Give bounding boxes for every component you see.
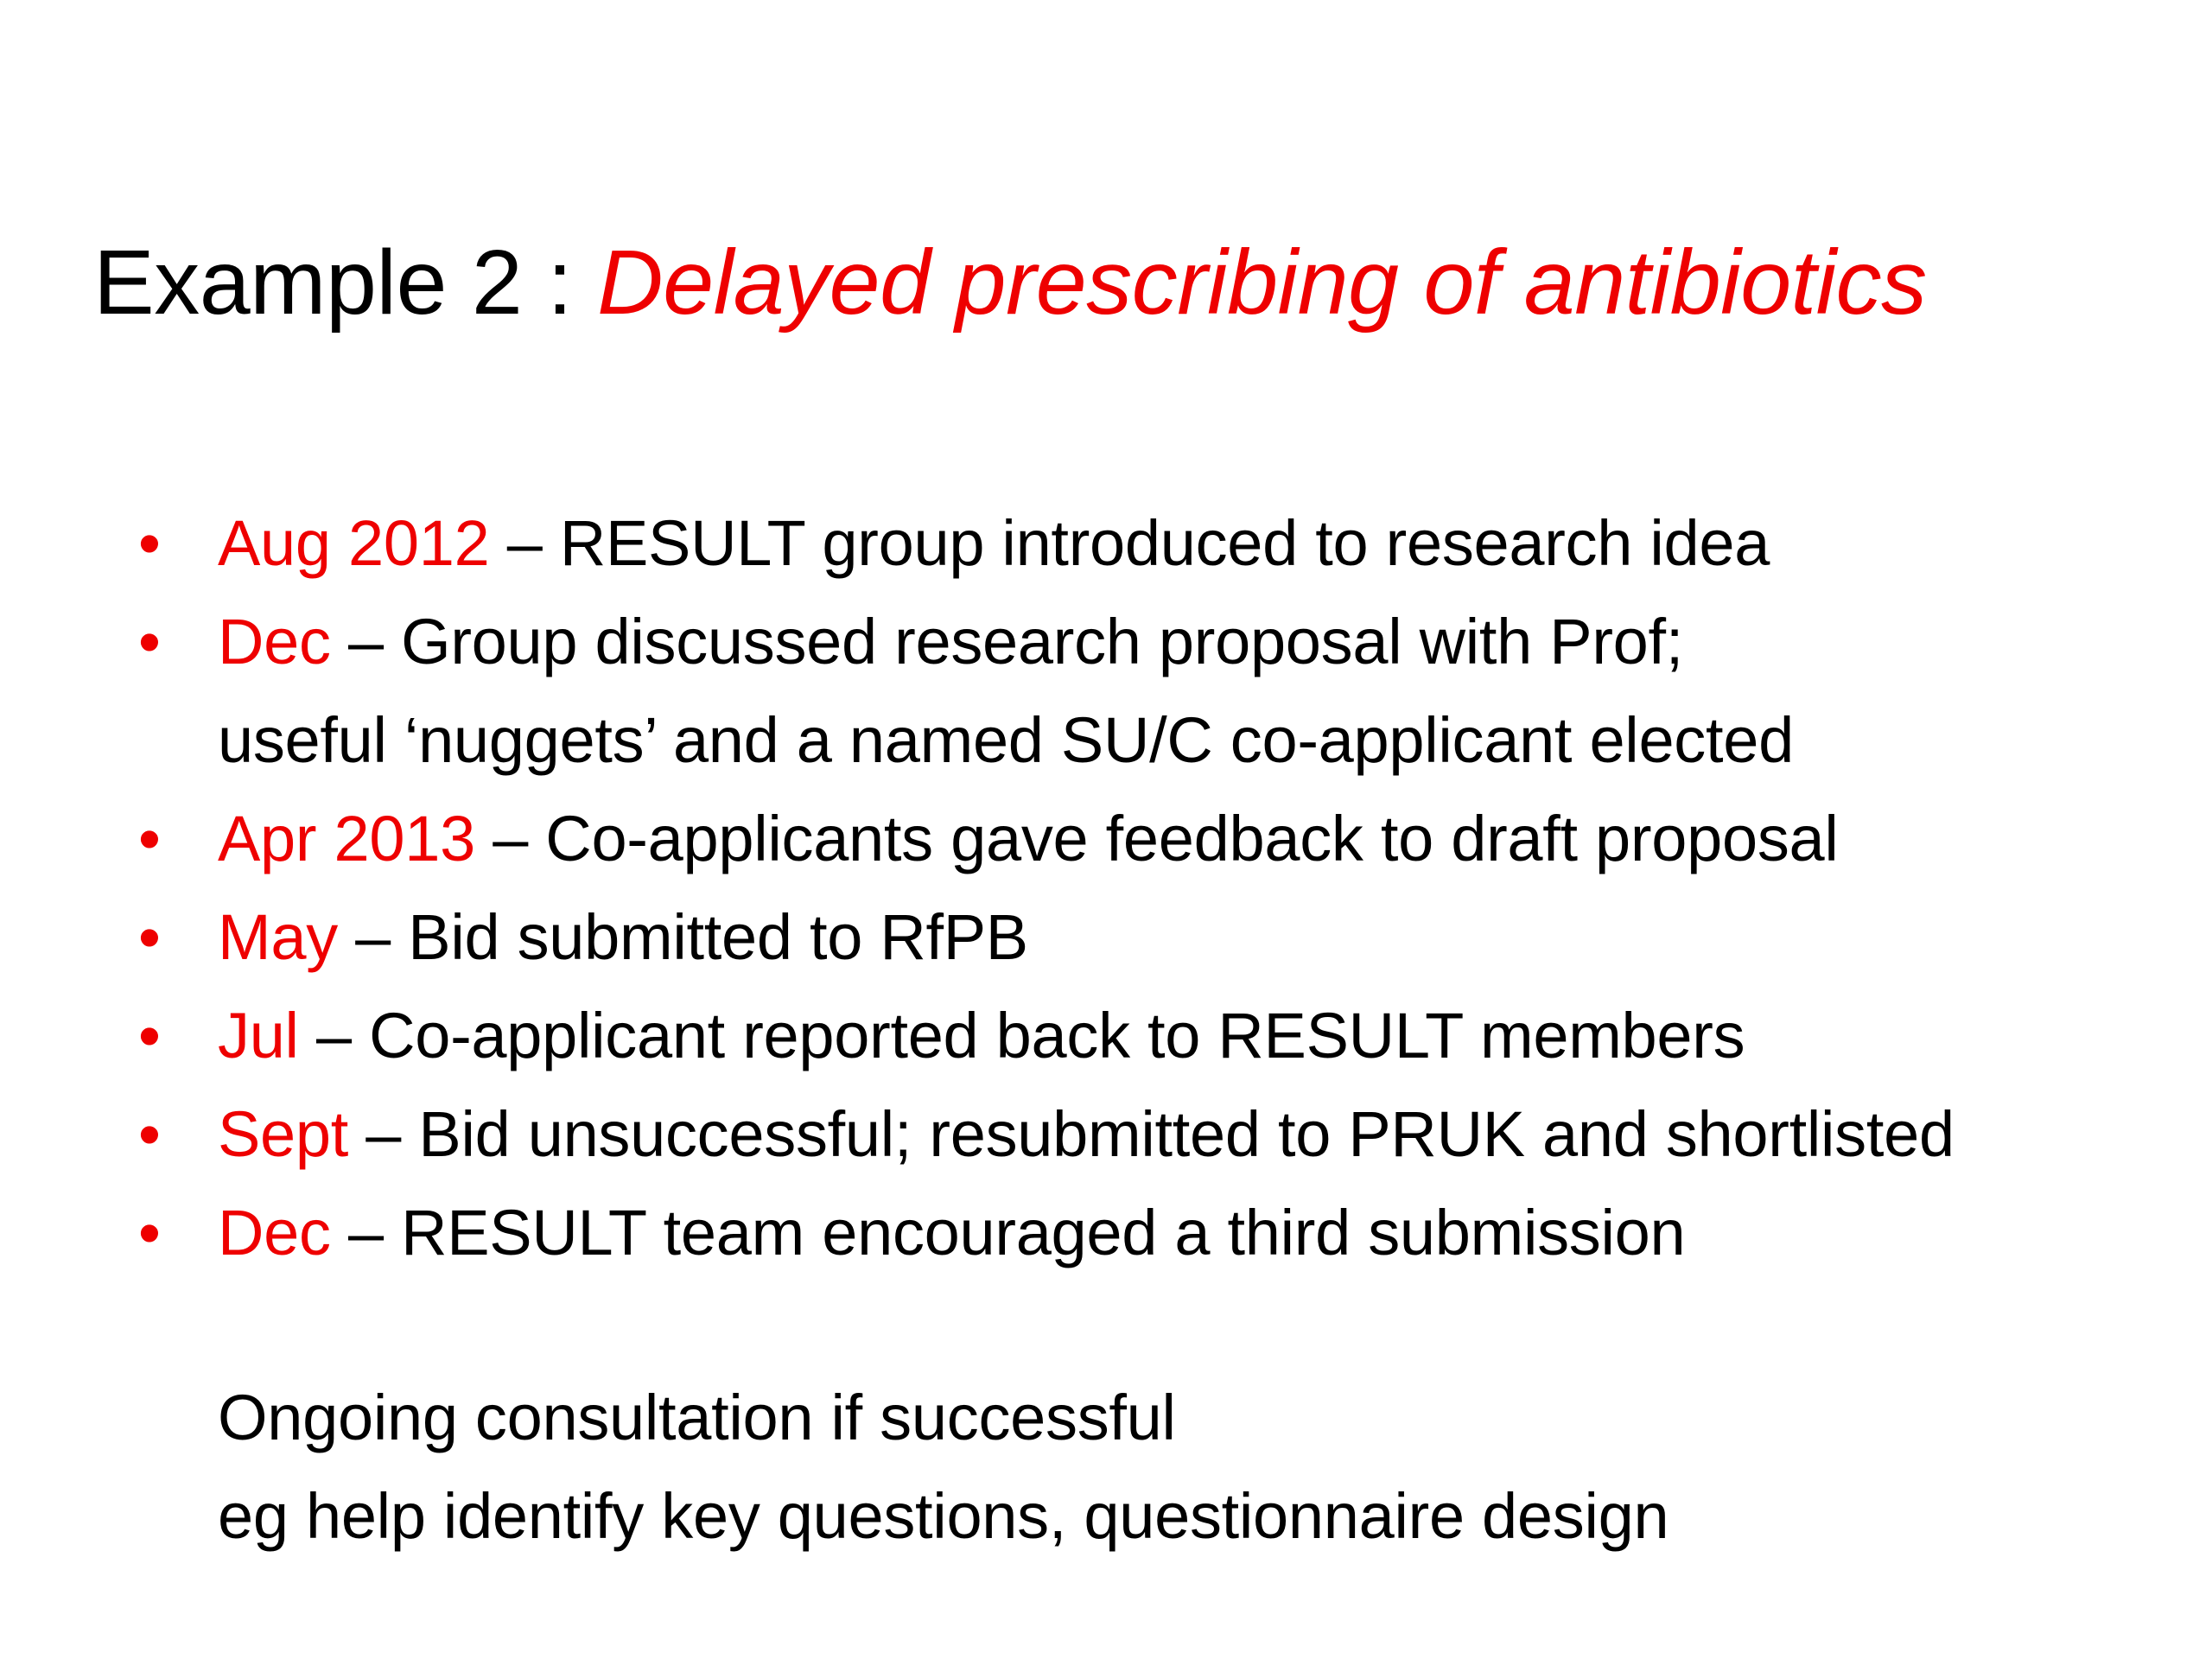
list-item	[138, 987, 1955, 1085]
timeline-list	[138, 494, 1955, 1282]
title-emphasis: Delayed prescribing of antibiotics	[597, 232, 1927, 334]
bullet-icon: •	[138, 606, 161, 677]
list-item	[138, 888, 1955, 987]
item-date: Aug 2012	[218, 507, 490, 579]
item-date: Apr 2013	[218, 803, 475, 874]
item-text: – Bid unsuccessful; resubmitted to PRUK and shortlisted	[348, 1098, 1955, 1170]
item-text: – Co-applicant reported back to RESULT members	[298, 1000, 1745, 1071]
footer-line: eg help identify key questions, questionnaire design	[218, 1480, 1669, 1552]
item-date: Jul	[218, 1000, 299, 1071]
item-date: Dec	[218, 606, 331, 677]
item-text: – Group discussed research proposal with Prof;	[330, 606, 1684, 677]
item-date: Sept	[218, 1098, 349, 1170]
item-text: – Co-applicants gave feedback to draft proposal	[474, 803, 1839, 874]
list-item	[138, 790, 1955, 888]
bullet-icon: •	[138, 507, 161, 579]
bullet-icon: •	[138, 1098, 161, 1170]
item-text: – RESULT team encouraged a third submission	[330, 1197, 1686, 1268]
item-text: – RESULT group introduced to research idea	[489, 507, 1770, 579]
item-text: – Bid submitted to RfPB	[337, 901, 1028, 973]
list-item	[138, 1085, 1955, 1184]
list-item	[138, 494, 1955, 593]
bullet-icon: •	[138, 803, 161, 874]
item-date: May	[218, 901, 338, 973]
slide-title	[93, 226, 1927, 339]
bullet-icon: •	[138, 1197, 161, 1268]
bullet-icon: •	[138, 901, 161, 973]
footer-line: Ongoing consultation if successful	[218, 1382, 1176, 1453]
list-item	[138, 1184, 1955, 1282]
item-date: Dec	[218, 1197, 331, 1268]
list-item	[138, 593, 1955, 790]
footer-note	[218, 1369, 1669, 1566]
bullet-icon: •	[138, 1000, 161, 1071]
item-continuation: useful ‘nuggets’ and a named SU/C co-applicant elected	[218, 704, 1794, 776]
title-prefix: Example 2 :	[93, 232, 598, 334]
